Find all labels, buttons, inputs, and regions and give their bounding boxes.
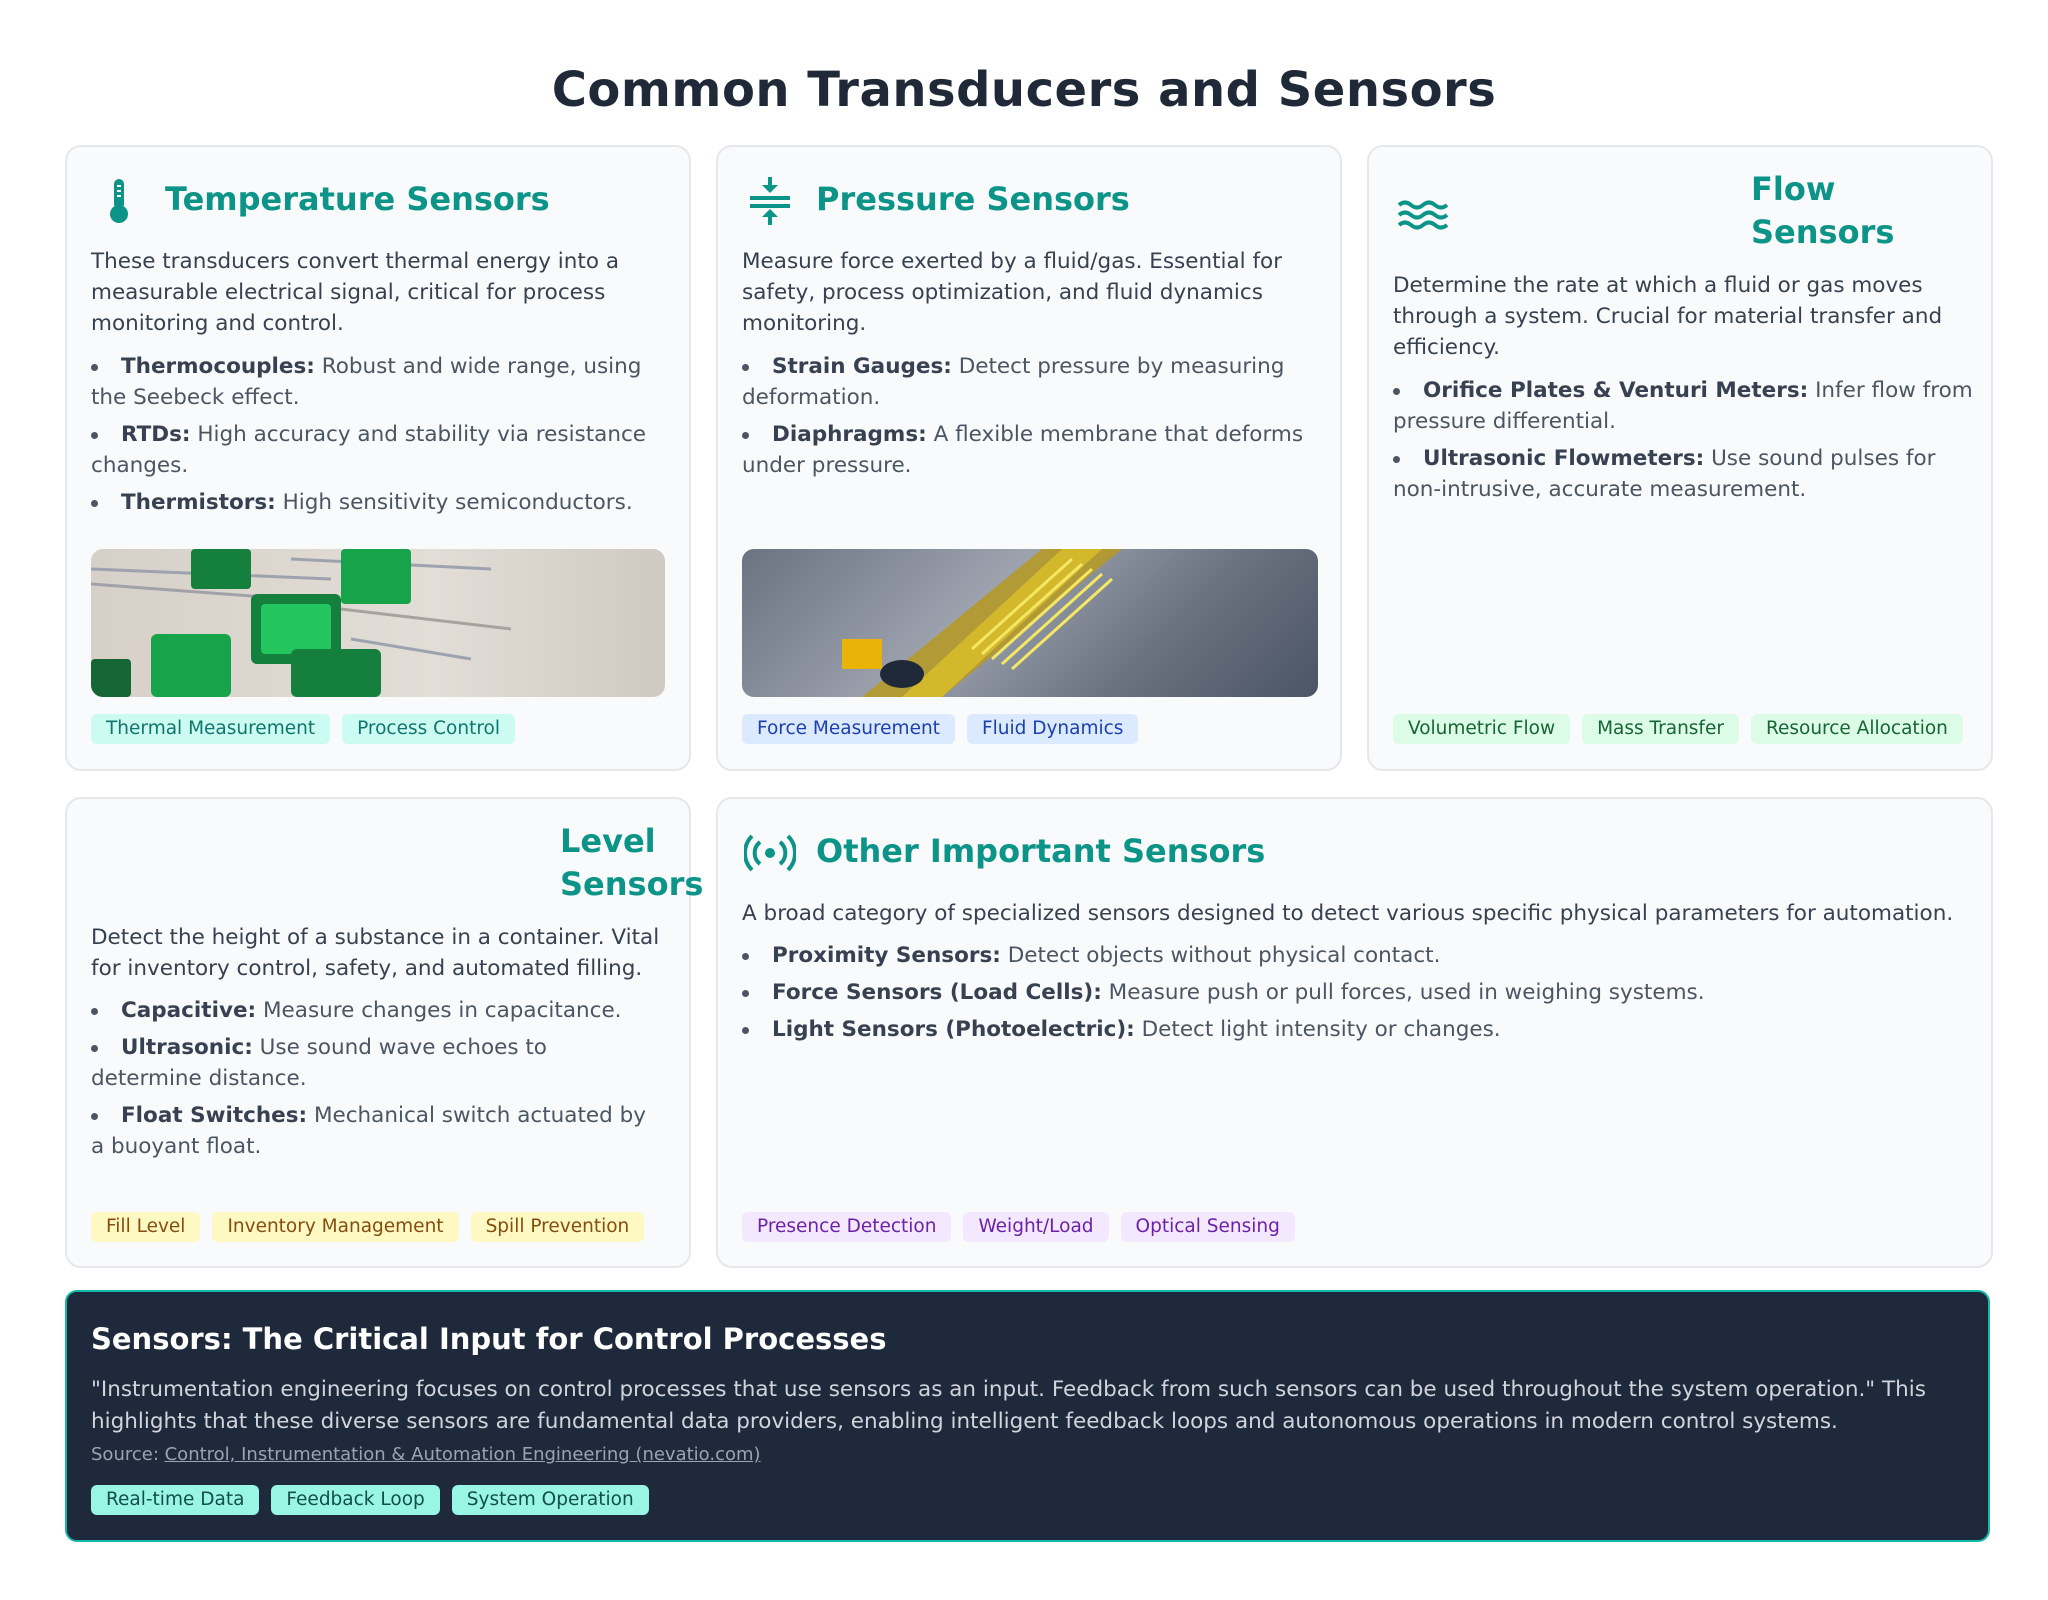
card-title: Pressure Sensors [816, 180, 1130, 218]
tag-list [1393, 714, 1963, 744]
tag: Thermal Measurement [91, 714, 330, 744]
thermometer-icon [105, 177, 133, 229]
strain-gauge-photo [742, 549, 1318, 697]
tag: Presence Detection [742, 1212, 951, 1242]
card-title: Level Sensors [560, 822, 704, 903]
list-item: Thermistors: High sensitivity semiconductors. [91, 487, 661, 518]
other-sensors-card [716, 797, 1993, 1268]
tag: Fill Level [91, 1212, 200, 1242]
compress-icon [748, 175, 792, 231]
summary-source: Source: Control, Instrumentation & Automation Engineering (nevatio.com) [91, 1444, 761, 1465]
tag: Weight/Load [963, 1212, 1108, 1242]
card-description: Determine the rate at which a fluid or gas moves through a system. Crucial for material transfer and efficiency. [1393, 273, 1943, 360]
tag: Optical Sensing [1121, 1212, 1295, 1242]
summary-quote: "Instrumentation engineering focuses on control processes that use sensors as an input. Feedback from such sensors can be used throughout the system operation." This highlights that these diverse sensors are fundamental data providers, enabling intelligent feedback loops and autonomous operations in modern control systems. [91, 1377, 1926, 1434]
list-item: Float Switches: Mechanical switch actuated by a buoyant float. [91, 1100, 661, 1162]
tag: Resource Allocation [1751, 714, 1963, 744]
card-description: Measure force exerted by a fluid/gas. Essential for safety, process optimization, and fluid dynamics monitoring. [742, 249, 1283, 336]
list-item: Orifice Plates & Venturi Meters: Infer flow from pressure differential. [1393, 375, 1973, 437]
list-item: Proximity Sensors: Detect objects without physical contact. [742, 940, 1972, 971]
list-item: Thermocouples: Robust and wide range, using the Seebeck effect. [91, 351, 661, 413]
bullet-list [742, 940, 1972, 1051]
broadcast-icon [744, 833, 796, 877]
list-item: Capacitive: Measure changes in capacitance. [91, 995, 661, 1026]
card-title: Temperature Sensors [165, 180, 550, 218]
tag-list [91, 714, 515, 744]
card-title: Other Important Sensors [816, 832, 1266, 870]
water-waves-icon [1397, 199, 1449, 235]
tag: Spill Prevention [471, 1212, 645, 1242]
summary-panel [65, 1290, 1990, 1542]
tag: Force Measurement [742, 714, 955, 744]
tag-list [91, 1212, 644, 1242]
tag-list [91, 1485, 649, 1515]
summary-title: Sensors: The Critical Input for Control Processes [91, 1322, 887, 1356]
tag: Real-time Data [91, 1485, 259, 1515]
thermocouple-photo [91, 549, 665, 697]
tag: Process Control [342, 714, 515, 744]
list-item: Diaphragms: A flexible membrane that deforms under pressure. [742, 419, 1322, 481]
card-description: A broad category of specialized sensors designed to detect various specific physical parameters for automation. [742, 901, 1954, 926]
card-description: These transducers convert thermal energy into a measurable electrical signal, critical for process monitoring and control. [91, 249, 619, 336]
tag: Mass Transfer [1582, 714, 1739, 744]
list-item: RTDs: High accuracy and stability via resistance changes. [91, 419, 661, 481]
tag: System Operation [452, 1485, 649, 1515]
list-item: Ultrasonic Flowmeters: Use sound pulses for non-intrusive, accurate measurement. [1393, 443, 1973, 505]
bullet-list [1393, 375, 1973, 511]
flow-card [1367, 145, 1993, 771]
list-item: Force Sensors (Load Cells): Measure push or pull forces, used in weighing systems. [742, 977, 1972, 1008]
card-description: Detect the height of a substance in a container. Vital for inventory control, safety, and automated filling. [91, 925, 660, 981]
tag: Inventory Management [212, 1212, 458, 1242]
tag: Feedback Loop [271, 1485, 439, 1515]
bullet-list [91, 995, 661, 1168]
source-link[interactable]: Control, Instrumentation & Automation Engineering (nevatio.com) [164, 1444, 761, 1465]
level-card [65, 797, 704, 1268]
tag-list [742, 1212, 1295, 1242]
list-item: Strain Gauges: Detect pressure by measuring deformation. [742, 351, 1322, 413]
tag: Fluid Dynamics [967, 714, 1139, 744]
tag: Volumetric Flow [1393, 714, 1570, 744]
page-title: Common Transducers and Sensors [551, 62, 1497, 118]
tag-list [742, 714, 1138, 744]
list-item: Ultrasonic: Use sound wave echoes to determine distance. [91, 1032, 661, 1094]
bullet-list [742, 351, 1322, 487]
pressure-card [716, 145, 1342, 771]
bullet-list [91, 351, 661, 524]
list-item: Light Sensors (Photoelectric): Detect light intensity or changes. [742, 1014, 1972, 1045]
card-title: Flow Sensors [1751, 170, 1895, 251]
temperature-card [65, 145, 691, 771]
